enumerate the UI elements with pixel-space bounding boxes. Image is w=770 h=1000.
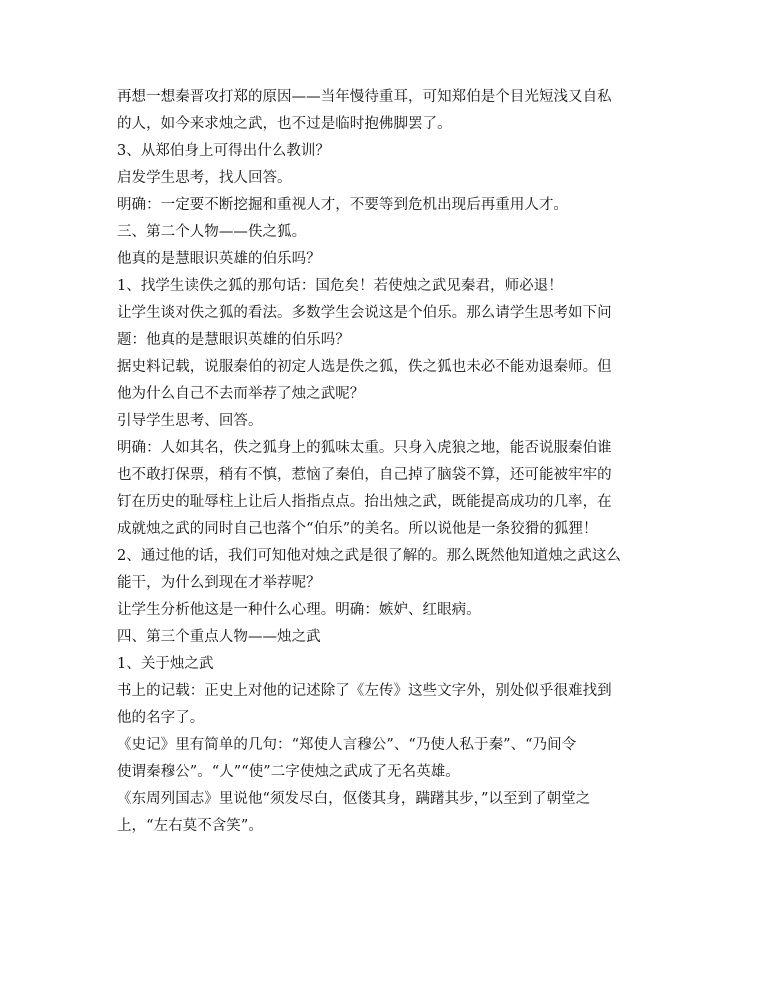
text-line: 也不敢打保票，稍有不慎，惹恼了秦伯，自己掉了脑袋不算，还可能被牢牢的 xyxy=(117,467,612,483)
text-line: 据史料记载，说服秦伯的初定人选是佚之狐，佚之狐也未必不能劝退秦师。但 xyxy=(117,359,612,375)
text-line: 1、找学生读佚之狐的那句话：国危矣！若使烛之武见秦君，师必退！ xyxy=(117,278,563,294)
text-line: 的人，如今来求烛之武，也不过是临时抱佛脚罢了。 xyxy=(117,116,452,132)
text-line: 明确：人如其名，佚之狐身上的狐味太重。只身入虎狼之地，能否说服秦伯谁 xyxy=(117,440,612,456)
text-line: 让学生分析他这是一种什么心理。明确：嫉妒、红眼病。 xyxy=(117,602,481,618)
text-line: 题：他真的是慧眼识英雄的伯乐吗？ xyxy=(117,332,350,348)
text-line: 钉在历史的耻辱柱上让后人指指点点。抬出烛之武，既能提高成功的几率，在 xyxy=(117,494,612,510)
text-line: 书上的记载：正史上对他的记述除了《左传》这些文字外，别处似乎很难找到 xyxy=(117,683,612,699)
text-line: 他的名字了。 xyxy=(117,710,205,726)
text-line: 3、从郑伯身上可得出什么教训？ xyxy=(117,143,330,159)
text-line: 成就烛之武的同时自己也落个“伯乐”的美名。所以说他是一条狡猾的狐狸！ xyxy=(117,521,598,537)
text-line: 上，“左右莫不含笑”。 xyxy=(117,818,263,834)
text-line: 能干，为什么到现在才举荐呢？ xyxy=(117,575,321,591)
text-line: 1、关于烛之武 xyxy=(117,656,214,672)
text-line: 引导学生思考、回答。 xyxy=(117,413,263,429)
text-line: 明确：一定要不断挖掘和重视人才，不要等到危机出现后再重用人才。 xyxy=(117,197,569,213)
text-line: 2、通过他的话，我们可知他对烛之武是很了解的。那么既然他知道烛之武这么 xyxy=(117,548,621,564)
text-line: 使谓秦穆公”。“人”“使”二字使烛之武成了无名英雄。 xyxy=(117,764,460,780)
text-line: 启发学生思考，找人回答。 xyxy=(117,170,292,186)
text-line: 《东周列国志》里说他“须发尽白，伛偻其身，蹒躇其步，”以至到了朝堂之 xyxy=(117,791,591,807)
text-line: 他真的是慧眼识英雄的伯乐吗？ xyxy=(117,251,321,267)
text-line: 再想一想秦晋攻打郑的原因——当年慢待重耳，可知郑伯是个目光短浅又自私 xyxy=(117,89,612,105)
text-line: 他为什么自己不去而举荐了烛之武呢？ xyxy=(117,386,365,402)
text-line: 让学生谈对佚之狐的看法。多数学生会说这是个伯乐。那么请学生思考如下问 xyxy=(117,305,612,321)
document-page xyxy=(117,84,657,840)
text-line: 《史记》里有简单的几句：“郑使人言穆公”、“乃使人私于秦”、“乃间令 xyxy=(117,737,577,753)
section-heading: 四、第三个重点人物——烛之武 xyxy=(117,629,321,645)
section-heading: 三、第二个人物——佚之狐。 xyxy=(117,224,307,240)
